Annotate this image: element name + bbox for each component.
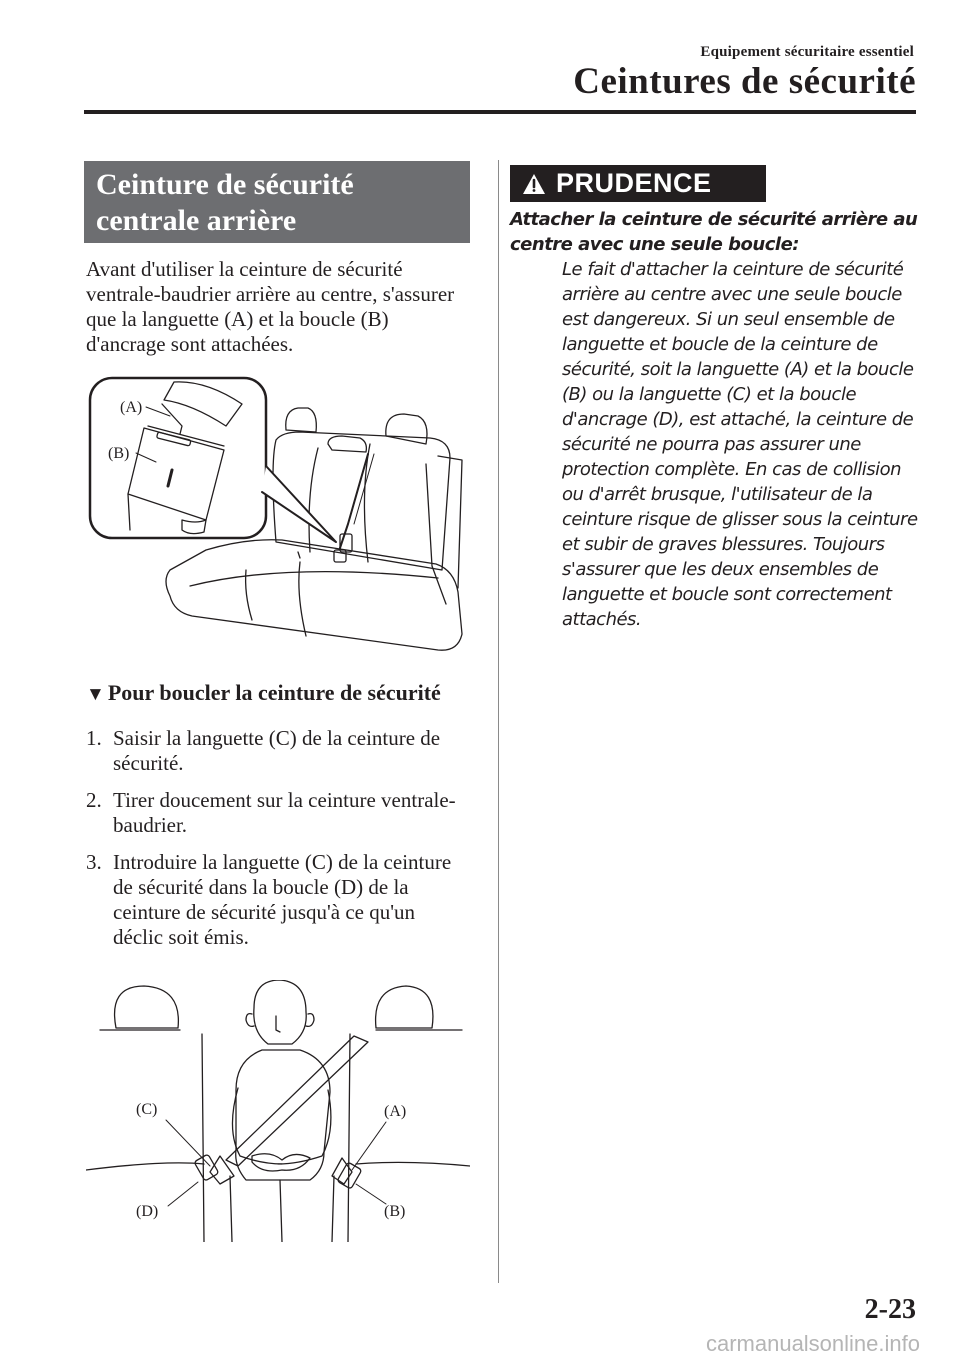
step-number: 1. <box>86 726 102 750</box>
subsection-heading <box>86 680 486 706</box>
header-section-title: Ceintures de sécurité <box>573 61 916 102</box>
fig2-label-d: (D) <box>136 1203 159 1220</box>
occupant-head <box>254 980 306 1044</box>
shoulder-belt <box>226 1036 368 1166</box>
page-number: 2-23 <box>864 1294 916 1325</box>
fig1-label-a: (A) <box>120 399 143 416</box>
caution-text: Le fait d'attacher la ceinture de sécurité arrière au centre avec une seule boucle est dangereux. Si un seul ensemble de languette et boucle de la ceinture de sécurité, soit la languette (A) et la boucle (B) ou la languette (C) et la boucle d'ancrage (D), est attaché, la ceinture de sécurité ne pourra pas assurer une protection complète. En cas de collision ou d'arrêt brusque, l'utilisateur de la ceinture risque de glisser sous la ceinture et subir de graves blessures. Toujours s'assurer que les deux ensembles de languette et boucle sont correctement attachés. <box>562 259 918 630</box>
fig2-label-a: (A) <box>384 1103 407 1120</box>
headrest-centre <box>328 436 366 452</box>
section-banner <box>84 161 470 243</box>
headrest-right <box>376 986 433 1028</box>
occupant-torso <box>236 1050 330 1180</box>
step-number: 3. <box>86 850 102 874</box>
headrest-left <box>286 408 317 432</box>
subsection-title: Pour boucler la ceinture de sécurité <box>107 680 441 705</box>
caution-banner <box>510 165 766 202</box>
warning-triangle-icon <box>522 173 546 195</box>
buckle-steps <box>86 726 470 962</box>
intro-paragraph: Avant d'utiliser la ceinture de sécurité ventrale-baudrier arrière au centre, s'assurer que la languette (A) et la boucle (B) d'ancrage sont attachées. <box>86 257 455 356</box>
fig2-label-b: (B) <box>384 1203 406 1220</box>
header-rule <box>84 110 916 114</box>
caution-lead: Attacher la ceinture de sécurité arrière au centre avec une seule boucle: <box>510 209 918 255</box>
triangle-marker-icon: ▼ <box>86 684 105 705</box>
step-item <box>86 850 470 950</box>
step-number: 2. <box>86 788 102 812</box>
watermark: carmanualsonline.info <box>705 1331 920 1356</box>
step-text: Tirer doucement sur la ceinture ventrale-baudrier. <box>113 788 456 837</box>
step-item <box>86 788 470 838</box>
column-divider <box>498 160 499 1283</box>
fig2-label-c: (C) <box>136 1101 158 1118</box>
headrest-left <box>115 986 179 1028</box>
caution-label: PRUDENCE <box>556 168 712 198</box>
header-chapter: Equipement sécuritaire essentiel <box>700 44 914 60</box>
step-text: Saisir la languette (C) de la ceinture de sécurité. <box>113 726 441 775</box>
section-title-line2: centrale arrière <box>96 204 297 237</box>
seat-cushion <box>166 540 462 650</box>
section-title-line1: Ceinture de sécurité <box>96 168 354 201</box>
step-item <box>86 726 470 776</box>
headrest-right <box>386 414 427 444</box>
occupant-belt-illustration <box>86 980 470 1242</box>
fig1-label-b: (B) <box>108 445 130 462</box>
step-text: Introduire la languette (C) de la ceinture de sécurité dans la boucle (D) de la ceinture de sécurité jusqu'à ce qu'un déclic soit émis. <box>113 850 452 949</box>
caution-body <box>510 207 920 632</box>
rear-seat-illustration <box>86 374 470 664</box>
